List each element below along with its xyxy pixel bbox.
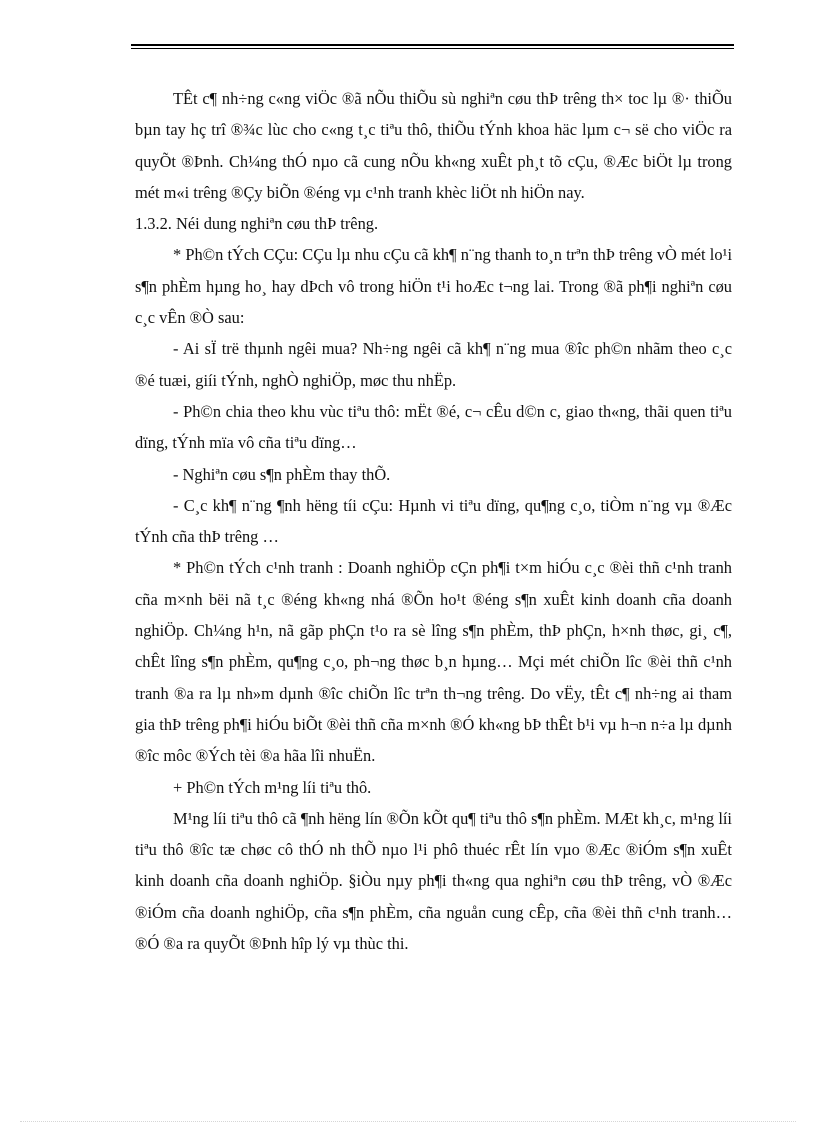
header-rule-thick [131, 44, 734, 46]
paragraph-buyers: - Ai sÏ trë thµnh ngêi mua? Nh÷ng ngêi cã kh¶ n¨ng mua ®îc ph©n nhãm theo c¸c ®é tuæi, giíi tÝnh, nghÒ nghiÖp, møc thu nhËp. [135, 339, 732, 390]
page-body [135, 83, 732, 959]
paragraph-network-heading: + Ph©n tÝch m¹ng líi tiªu thô. [173, 777, 372, 797]
paragraph-intro: TÊt c¶ nh÷ng c«ng viÖc ®ã nÕu thiÕu sù nghiªn cøu thÞ trêng th× toc lµ ®· thiÕu bµn tay hç trî ®¾c lùc cho c«ng t¸c tiªu thô, thiÕu tÝnh khoa häc lµm c¬ së cho viÖc ra quyÕt ®Þnh. Ch¼ng thÓ nµo cã cung nÕu kh«ng xuÊt ph¸t tõ cÇu, ®Æc biÖt lµ trong mét m«i trêng ®Çy biÕn ®éng vµ c¹nh tranh khèc liÖt nh hiÖn nay. [135, 89, 732, 202]
paragraph-demand-factors: - C¸c kh¶ n¨ng ¶nh hëng tíi cÇu: Hµnh vi tiªu dïng, qu¶ng c¸o, tiÒm n¨ng vµ ®Æc tÝnh cña thÞ trêng … [135, 495, 732, 547]
paragraph-demand-analysis: * Ph©n tÝch CÇu: CÇu lµ nhu cÇu cã kh¶ n¨ng thanh to¸n trªn thÞ trêng vÒ mét lo¹i s¶n phÈm hµng ho¸ hay dÞch vô trong hiÖn t¹i hoÆc t¬ng lai. Trong ®ã ph¶i nghiªn cøu c¸c vÊn ®Ò sau: [135, 245, 732, 328]
page-bottom-border [20, 1121, 796, 1122]
section-heading: 1.3.2. Néi dung nghiªn cøu thÞ trêng. [135, 214, 379, 234]
header-rule-thin [131, 48, 734, 49]
paragraph-regions: - Ph©n chia theo khu vùc tiªu thô: mËt ®é, c¬ cÊu d©n c, giao th«ng, thãi quen tiªu dïng, tÝnh mïa vô cña tiªu dïng… [135, 401, 732, 453]
paragraph-substitutes: - Nghiªn cøu s¶n phÈm thay thÕ. [173, 464, 391, 484]
paragraph-competition: * Ph©n tÝch c¹nh tranh : Doanh nghiÖp cÇn ph¶i t×m hiÓu c¸c ®èi thñ c¹nh tranh cña m×nh bëi nã t¸c ®éng kh«ng nhá ®Õn ho¹t ®éng s¶n xuÊt kinh doanh cña doanh nghiÖp. Ch¼ng h¹n, nã gãp phÇn t¹o ra sè lîng s¶n phÈm, thÞ phÇn, h×nh thøc, gi¸ c¶, chÊt lîng s¶n phÈm, qu¶ng c¸o, ph¬ng thøc b¸n hµng… Mçi mét chiÕn lîc ®èi thñ c¹nh tranh ®a ra lµ nh»m dµnh ®îc chiÕn lîc trªn th¬ng trêng. Do vËy, tÊt c¶ nh÷ng ai tham gia thÞ trêng ph¶i hiÓu biÕt ®èi thñ cña m×nh ®Ó kh«ng bÞ thÊt b¹i vµ h¬n n÷a lµ dµnh ®îc môc ®Ých tèi ®a hãa lîi nhuËn. [135, 558, 732, 766]
paragraph-network: M¹ng líi tiªu thô cã ¶nh hëng lín ®Õn kÕt qu¶ tiªu thô s¶n phÈm. MÆt kh¸c, m¹ng líi tiªu thô ®îc tæ chøc cô thÓ nh thÕ nµo l¹i phô thuéc rÊt lín vµo ®Æc ®iÓm s¶n xuÊt kinh doanh cña doanh nghiÖp. §iÒu nµy ph¶i th«ng qua nghiªn cøu thÞ trêng, vÒ ®Æc ®iÓm cña doanh nghiÖp, cña s¶n phÈm, cña nguån cung cÊp, cña ®èi thñ c¹nh tranh… ®Ó ®a ra quyÕt ®Þnh hîp lý vµ thùc thi. [135, 808, 732, 954]
